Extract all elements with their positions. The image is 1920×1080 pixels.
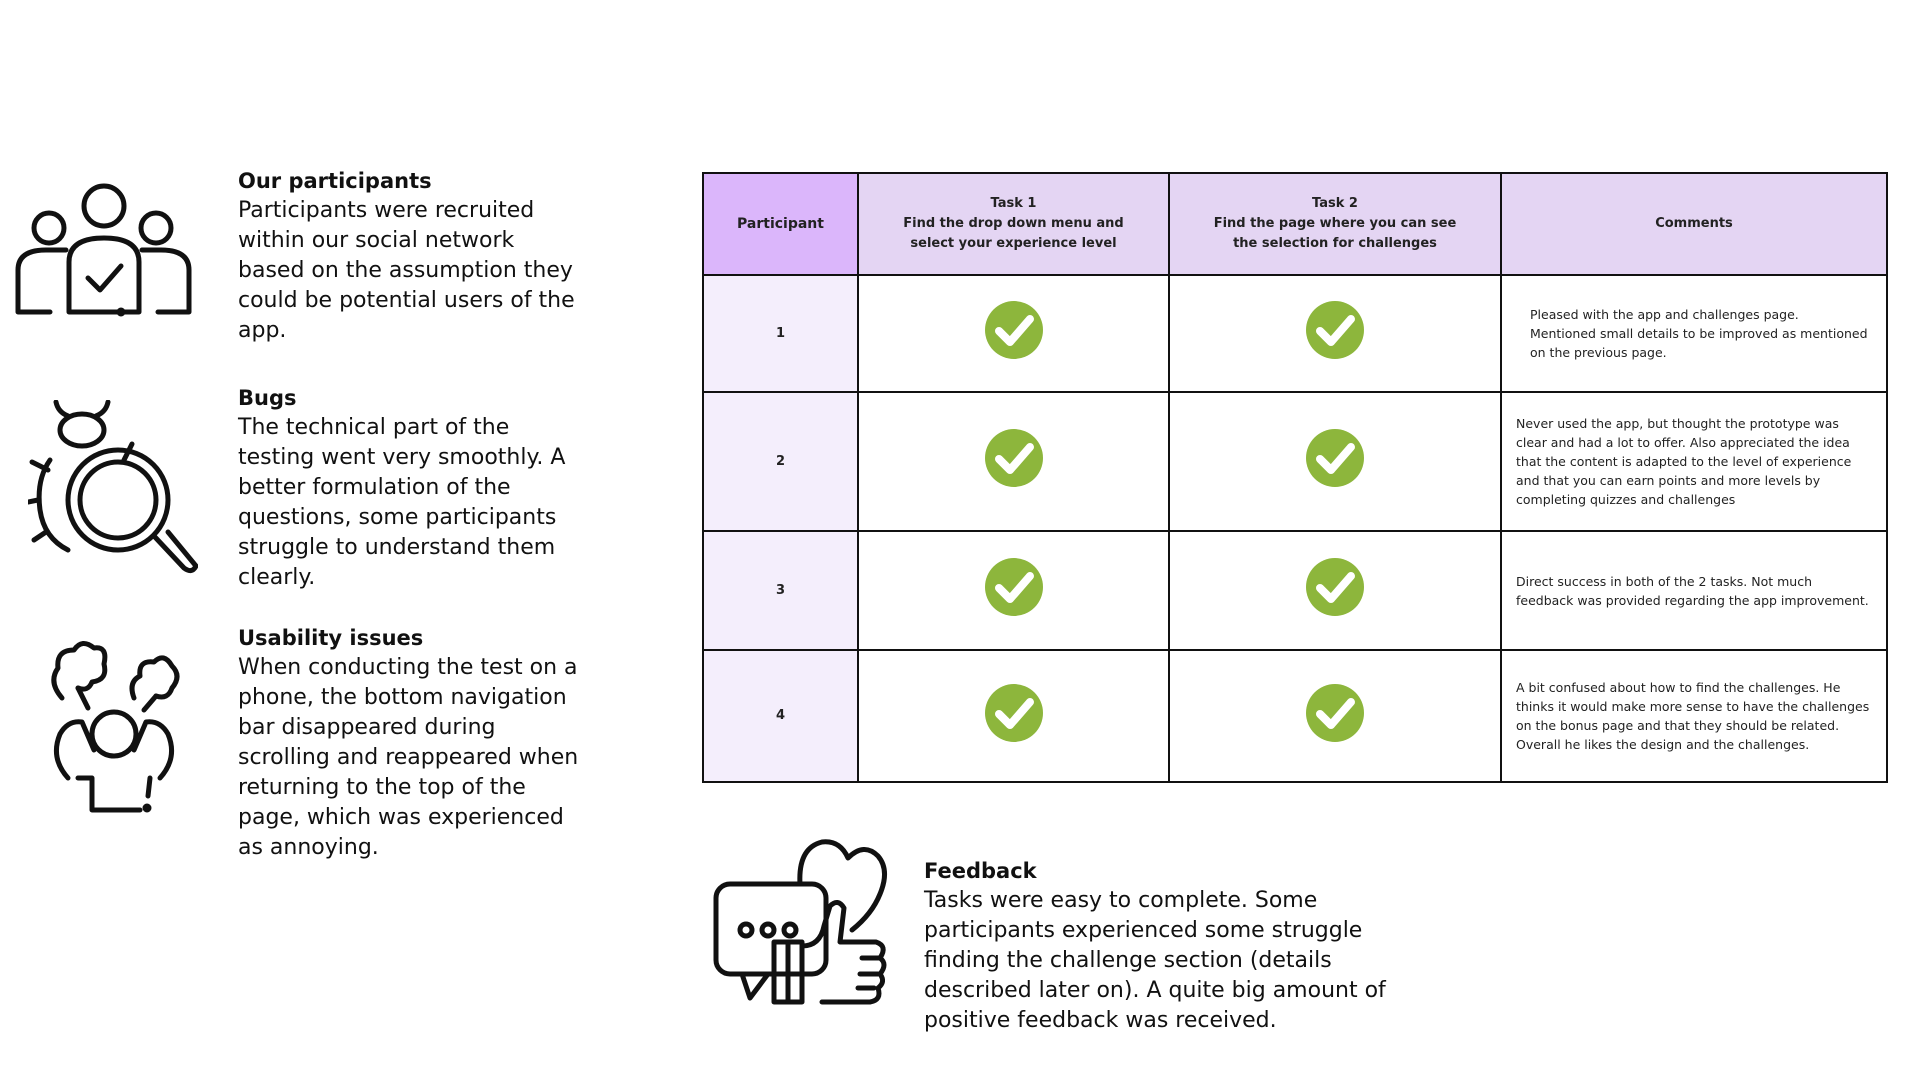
usability-body: When conducting the test on a phone, the bottom navigation bar disappeared during scrolling and reappeared when returning to the top of the page, which was experienced as annoying.	[238, 655, 579, 860]
participant-header: Participant	[703, 173, 858, 275]
task1-description: Find the drop down menu and select your experience level	[903, 216, 1124, 251]
table-row	[703, 392, 1887, 531]
check-success-icon	[984, 300, 1044, 360]
usability-title: Usability issues	[238, 626, 424, 650]
task1-result-cell	[858, 275, 1169, 392]
task2-header	[1169, 173, 1501, 275]
task2-description: Find the page where you can see the selection for challenges	[1213, 216, 1457, 251]
participant-cell: 3	[703, 531, 858, 650]
check-success-icon	[984, 428, 1044, 488]
task2-result-cell	[1169, 650, 1501, 782]
participants-title: Our participants	[238, 169, 432, 193]
participant-cell: 4	[703, 650, 858, 782]
task1-result-cell	[858, 392, 1169, 531]
frustrated-person-icon	[48, 638, 180, 814]
participant-cell: 1	[703, 275, 858, 392]
feedback-title: Feedback	[924, 859, 1037, 883]
check-success-icon	[1305, 557, 1365, 617]
task2-title: Task 2	[1312, 196, 1358, 211]
task2-result-cell	[1169, 531, 1501, 650]
comment-cell: Direct success in both of the 2 tasks. Not much feedback was provided regarding the app improvement.	[1501, 531, 1887, 650]
task2-result-cell	[1169, 275, 1501, 392]
table-row	[703, 531, 1887, 650]
participant-cell: 2	[703, 392, 858, 531]
check-success-icon	[1305, 300, 1365, 360]
feedback-thumbs-up-icon	[712, 838, 888, 1006]
check-success-icon	[984, 683, 1044, 743]
table-header-row	[703, 173, 1887, 275]
check-success-icon	[984, 557, 1044, 617]
comment-cell: Never used the app, but thought the prototype was clear and had a lot to offer. Also appreciated the idea that the content is adapted to the level of experience and that you can earn points and more levels by completing quizzes and challenges	[1501, 392, 1887, 531]
bugs-title: Bugs	[238, 386, 297, 410]
bugs-body: The technical part of the testing went very smoothly. A better formulation of the questions, some participants struggle to understand them clearly.	[238, 415, 566, 590]
feedback-body: Tasks were easy to complete. Some participants experienced some struggle finding the challenge section (details described later on). A quite big amount of positive feedback was received.	[924, 888, 1386, 1033]
comment-cell: Pleased with the app and challenges page. Mentioned small details to be improved as mentioned on the previous page.	[1501, 275, 1887, 392]
participants-body: Participants were recruited within our social network based on the assumption they could be potential users of the app.	[238, 198, 575, 343]
task1-result-cell	[858, 650, 1169, 782]
bug-magnifier-icon	[28, 400, 198, 576]
task2-result-cell	[1169, 392, 1501, 531]
check-success-icon	[1305, 428, 1365, 488]
table-row	[703, 650, 1887, 782]
participants-icon	[14, 182, 194, 318]
comment-cell: A bit confused about how to find the challenges. He thinks it would make more sense to have the challenges on the bonus page and that they should be related. Overall he likes the design and the challenges.	[1501, 650, 1887, 782]
table-row	[703, 275, 1887, 392]
check-success-icon	[1305, 683, 1365, 743]
task1-title: Task 1	[990, 196, 1037, 211]
results-table	[702, 172, 1888, 783]
comments-header: Comments	[1501, 173, 1887, 275]
task1-result-cell	[858, 531, 1169, 650]
task1-header	[858, 173, 1169, 275]
